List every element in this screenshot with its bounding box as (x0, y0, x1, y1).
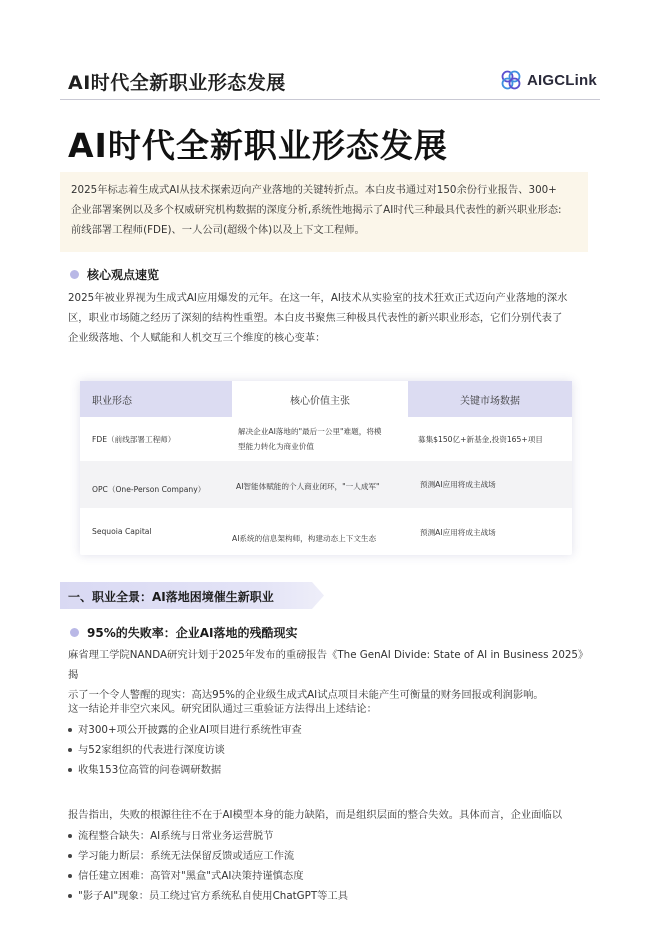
section-banner-title: 一、职业全景：AI落地困境催生新职业 (68, 590, 274, 604)
bullet-icon (68, 894, 72, 898)
table-cell-market: 募集$150亿+新基金,投资165+项目 (418, 435, 543, 444)
mit-report-paragraph (68, 645, 596, 705)
page-title: AI时代全新职业形态发展 (68, 126, 448, 165)
bullet-icon (68, 768, 72, 772)
table-row (80, 417, 572, 461)
list-item (66, 886, 586, 906)
table-cell-value (238, 424, 382, 454)
bullet-icon (68, 728, 72, 732)
method-list (66, 720, 586, 780)
list-item-text: 收集153位高管的问卷调研数据 (78, 764, 222, 776)
value-line: 解决企业AI落地的"最后一公里"难题，将模 (238, 427, 382, 436)
header-title: AI时代全新职业形态发展 (68, 72, 286, 94)
para-line: 麻省理工学院NANDA研究计划于2025年发布的重磅报告《The GenAI Divide: State of AI in Business 2025》揭 (68, 649, 589, 681)
value-line: 型能力转化为商业价值 (238, 442, 314, 451)
intro-line: 企业部署案例以及多个权威研究机构数据的深度分析,系统性地揭示了AI时代三种最具代表性的新兴职业形态: (71, 204, 562, 216)
table-cell-role: OPC（One-Person Company） (92, 485, 206, 494)
table-cell-value (232, 531, 376, 546)
list-item (66, 720, 586, 740)
bullet-icon (68, 748, 72, 752)
intro-box (60, 172, 588, 252)
list-item-text: 学习能力断层：系统无法保留反馈或适应工作流 (78, 850, 295, 862)
table-cell-value (236, 479, 380, 494)
overview-line: 区，职业市场随之经历了深刻的结构性重塑。本白皮书聚焦三种极具代表性的新兴职业形态，它们分别代表了 (68, 312, 563, 324)
method-intro: 这一结论并非空穴来风。研究团队通过三重验证方法得出上述结论： (68, 703, 377, 715)
value-line: AI智能体赋能的个人商业闭环，"一人成军" (236, 482, 380, 491)
overview-heading (70, 266, 159, 283)
table-row (80, 508, 572, 555)
list-item-text: 流程整合缺失：AI系统与日常业务运营脱节 (78, 830, 274, 842)
list-item (66, 826, 586, 846)
list-item (66, 866, 586, 886)
brand-logo (500, 69, 597, 91)
overview-line: 2025年被业界视为生成式AI应用爆发的元年。在这一年，AI技术从实验室的技术狂欢正式迈向产业落地的深水 (68, 292, 568, 304)
table-cell-market: 预测AI应用将成主战场 (420, 480, 496, 489)
list-item (66, 846, 586, 866)
table-row (80, 461, 572, 508)
table-cell-market: 预测AI应用将成主战场 (420, 528, 496, 537)
bullet-icon (68, 854, 72, 858)
overview-paragraph (68, 288, 596, 348)
para-line: 示了一个令人警醒的现实：高达95%的企业级生成式AI试点项目未能产生可衡量的财务回报或利润影响。 (68, 689, 544, 701)
logo-text: AIGCLink (527, 71, 597, 89)
bullet-dot-icon (70, 628, 79, 637)
bullet-icon (68, 834, 72, 838)
overview-line: 企业级落地、个人赋能和人机交互三个维度的核心变革： (68, 332, 326, 344)
overview-heading-text: 核心观点速览 (87, 268, 160, 282)
table-header-cell: 核心价值主张 (232, 381, 408, 417)
page-header (0, 0, 661, 100)
value-line: AI系统的信息架构师，构建动态上下文生态 (232, 534, 377, 543)
intro-line: 2025年标志着生成式AI从技术探索迈向产业落地的关键转折点。本白皮书通过对150余份行业报告、300+ (71, 184, 557, 196)
subsection-heading (70, 624, 297, 641)
list-item-text: 信任建立困难：高管对"黑盒"式AI决策持谨慎态度 (78, 870, 304, 882)
career-table (80, 381, 572, 555)
table-header (80, 381, 572, 417)
list-item-text: 与52家组织的代表进行深度访谈 (78, 744, 225, 756)
table-cell-role: FDE（前线部署工程师） (92, 435, 176, 444)
bullet-icon (68, 874, 72, 878)
issue-list (66, 826, 586, 906)
bullet-dot-icon (70, 270, 79, 279)
list-item-text: "影子AI"现象：员工绕过官方系统私自使用ChatGPT等工具 (78, 890, 349, 902)
header-divider (60, 99, 600, 100)
table-cell-role: Sequoia Capital (92, 527, 152, 536)
subsection-heading-text: 95%的失败率：企业AI落地的残酷现实 (87, 626, 298, 640)
list-item-text: 对300+项公开披露的企业AI项目进行系统性审查 (78, 724, 302, 736)
intro-line: 前线部署工程师(FDE)、一人公司(超级个体)以及上下文工程师。 (71, 224, 365, 236)
table-header-cell: 职业形态 (80, 381, 232, 417)
list-item (66, 740, 586, 760)
brain-icon (500, 69, 522, 91)
table-header-cell: 关键市场数据 (408, 381, 572, 417)
list-item (66, 760, 586, 780)
failure-cause-paragraph: 报告指出，失败的根源往往不在于AI模型本身的能力缺陷，而是组织层面的整合失效。具体而言，企业面临以 (68, 809, 563, 821)
